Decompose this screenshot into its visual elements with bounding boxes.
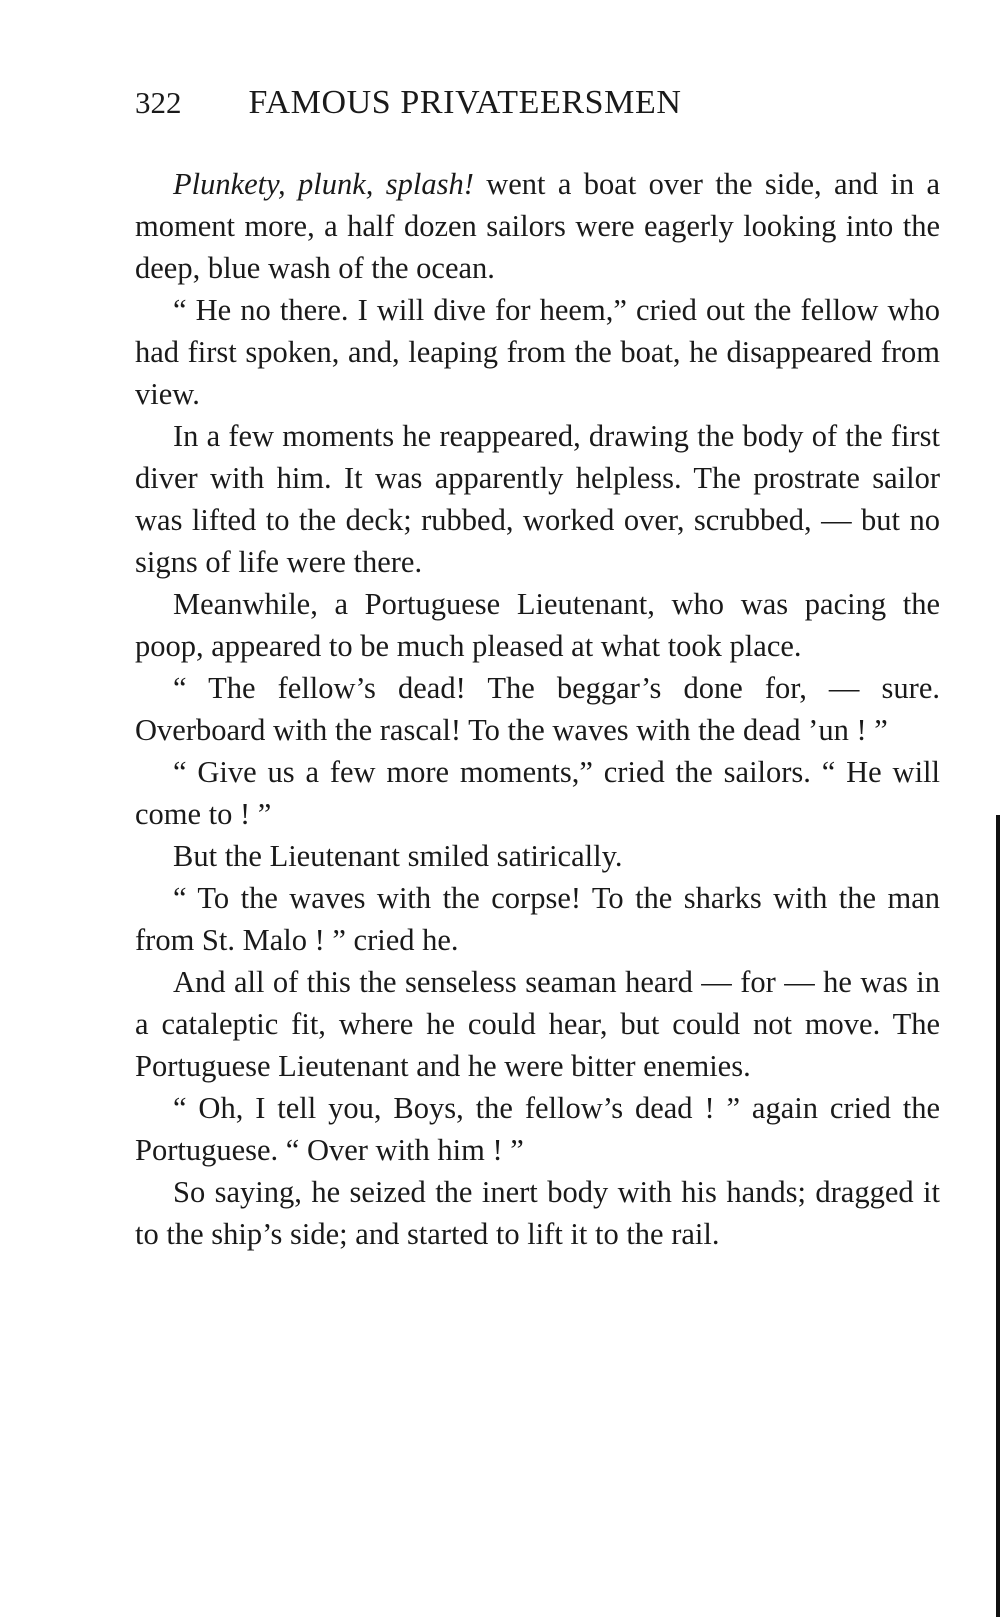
body-text [135, 163, 940, 1255]
running-title: FAMOUS PRIVATEERSMEN [248, 84, 682, 121]
paragraph-10: “ Oh, I tell you, Boys, the fellow’s dead ! ” again cried the Portuguese. “ Over with him ! ” [135, 1091, 940, 1167]
paragraph-11: So saying, he seized the inert body with his hands; dragged it to the ship’s side; and started to lift it to the rail. [135, 1175, 940, 1251]
page-header [135, 76, 835, 126]
paragraph-4: Meanwhile, a Portuguese Lieutenant, who was pacing the poop, appeared to be much pleased at what took place. [135, 587, 940, 663]
paragraph-1 [135, 163, 940, 289]
paragraph-2: “ He no there. I will dive for heem,” cried out the fellow who had first spoken, and, leaping from the boat, he disappeared from view. [135, 293, 940, 411]
scan-page-edge [996, 815, 1000, 1617]
paragraph-8: “ To the waves with the corpse! To the sharks with the man from St. Malo ! ” cried he. [135, 881, 940, 957]
paragraph-7: But the Lieutenant smiled satirically. [173, 839, 623, 873]
paragraph-5: “ The fellow’s dead! The beggar’s done for, — sure. Overboard with the rascal! To the waves with the dead ’un ! ” [135, 671, 940, 747]
paragraph-1-italic-lead: Plunkety, plunk, splash! [173, 167, 474, 201]
paragraph-1-text: went a boat over the side, and in a moment more, a half dozen sailors were eagerly looking into the deep, blue wash of the ocean. [135, 167, 940, 285]
page-number: 322 [135, 85, 182, 120]
paragraph-6: “ Give us a few more moments,” cried the sailors. “ He will come to ! ” [135, 755, 940, 831]
paragraph-9: And all of this the senseless seaman heard — for — he was in a cataleptic fit, where he could hear, but could not move. The Portuguese Lieutenant and he were bitter enemies. [135, 965, 940, 1083]
paragraph-3: In a few moments he reappeared, drawing the body of the first diver with him. It was apparently helpless. The prostrate sailor was lifted to the deck; rubbed, worked over, scrubbed, — but no signs of life were there. [135, 419, 940, 579]
